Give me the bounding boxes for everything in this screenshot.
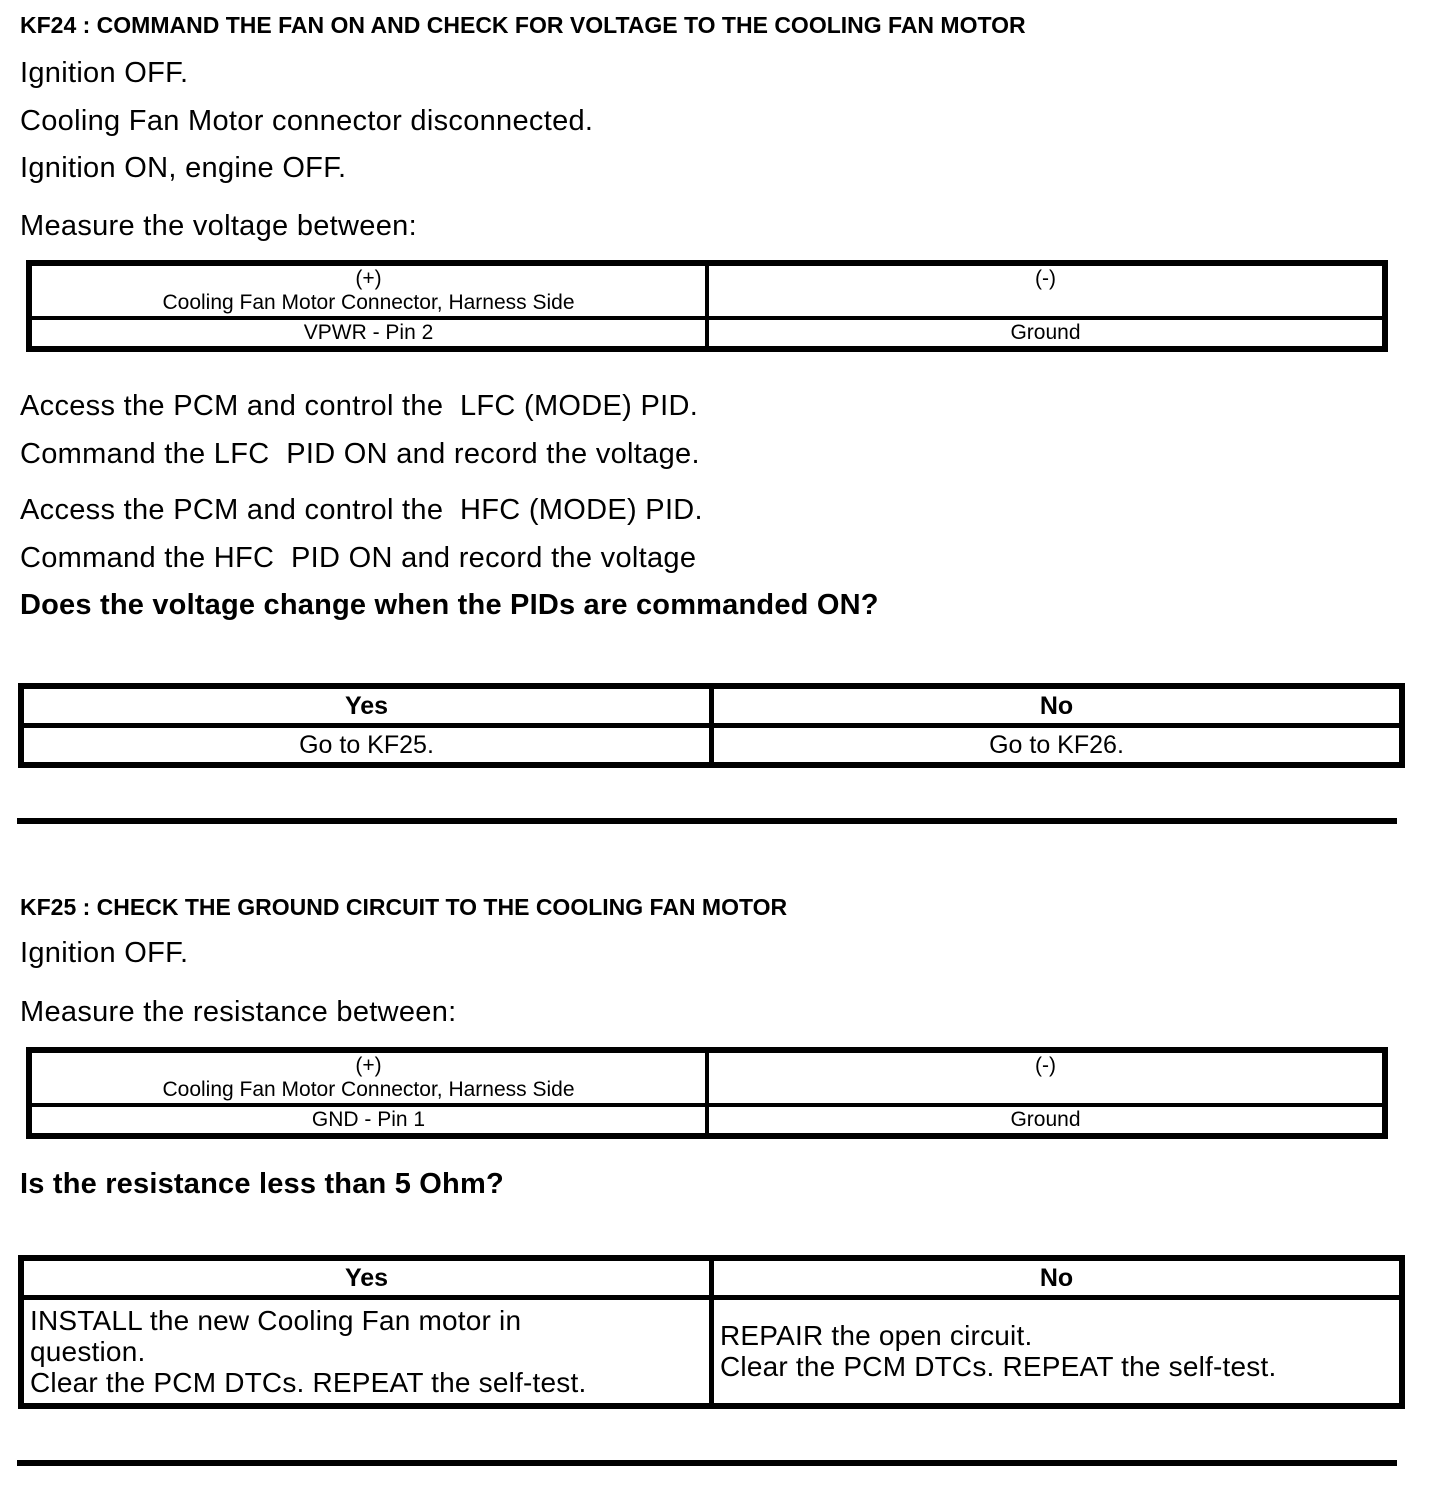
action-line: Clear the PCM DTCs. REPEAT the self-test. <box>720 1351 1277 1383</box>
section-kf25-heading: KF25 : CHECK THE GROUND CIRCUIT TO THE COOLING FAN MOTOR <box>20 894 788 920</box>
step-command-hfc-on: Command the HFC PID ON and record the voltage <box>20 542 697 574</box>
step-access-pcm-lfc: Access the PCM and control the LFC (MODE) PID. <box>20 390 699 422</box>
step-connector-disconnected: Cooling Fan Motor connector disconnected. <box>20 105 594 137</box>
voltage-measurement-table <box>26 260 1388 352</box>
negative-pin-cell: Ground <box>707 1105 1385 1136</box>
table-row <box>29 318 1385 349</box>
negative-lead-header-cell <box>707 1050 1385 1105</box>
section-kf24-heading: KF24 : COMMAND THE FAN ON AND CHECK FOR VOLTAGE TO THE COOLING FAN MOTOR <box>20 12 1026 38</box>
step-measure-resistance: Measure the resistance between: <box>20 996 457 1028</box>
resistance-measurement-table <box>26 1047 1388 1139</box>
step-ignition-off: Ignition OFF. <box>20 57 189 89</box>
table-row <box>29 263 1385 318</box>
yes-column-header: Yes <box>21 686 712 726</box>
section-kf25 <box>20 894 1420 1466</box>
action-line: Clear the PCM DTCs. REPEAT the self-test. <box>30 1366 587 1398</box>
positive-pin-cell: VPWR - Pin 2 <box>29 318 707 349</box>
positive-lead-header-cell <box>29 263 707 318</box>
positive-lead-header-cell <box>29 1050 707 1105</box>
table-row <box>29 1105 1385 1136</box>
negative-pin-cell: Ground <box>707 318 1385 349</box>
section-divider-rule <box>17 1460 1397 1466</box>
no-column-header: No <box>712 1258 1403 1298</box>
positive-connector-label: Cooling Fan Motor Connector, Harness Side <box>162 291 575 314</box>
yes-no-decision-table <box>18 1255 1405 1409</box>
yes-no-decision-table <box>18 683 1405 768</box>
section-kf24 <box>20 12 1420 824</box>
step-ignition-off: Ignition OFF. <box>20 937 189 969</box>
table-row <box>21 1258 1402 1298</box>
positive-symbol: (+) <box>355 267 382 290</box>
no-column-header: No <box>712 686 1403 726</box>
table-row <box>21 1298 1402 1406</box>
yes-action-cell <box>21 1298 712 1406</box>
decision-question: Does the voltage change when the PIDs are commanded ON? <box>20 589 879 621</box>
yes-column-header: Yes <box>21 1258 712 1298</box>
step-access-pcm-hfc: Access the PCM and control the HFC (MODE) PID. <box>20 494 703 526</box>
yes-action-cell: Go to KF25. <box>21 726 712 766</box>
table-row <box>21 726 1402 766</box>
positive-connector-label: Cooling Fan Motor Connector, Harness Side <box>162 1078 575 1101</box>
step-command-lfc-on: Command the LFC PID ON and record the voltage. <box>20 438 700 470</box>
section-divider-rule <box>17 818 1397 824</box>
negative-lead-header-cell <box>707 263 1385 318</box>
negative-symbol: (-) <box>1035 267 1056 290</box>
positive-symbol: (+) <box>355 1054 382 1077</box>
table-row <box>29 1050 1385 1105</box>
table-row <box>21 686 1402 726</box>
step-measure-voltage: Measure the voltage between: <box>20 210 417 242</box>
positive-pin-cell: GND - Pin 1 <box>29 1105 707 1136</box>
action-line: INSTALL the new Cooling Fan motor in <box>30 1304 522 1336</box>
decision-question: Is the resistance less than 5 Ohm? <box>20 1168 504 1200</box>
negative-symbol: (-) <box>1035 1054 1056 1077</box>
no-action-cell <box>712 1298 1403 1406</box>
no-action-cell: Go to KF26. <box>712 726 1403 766</box>
action-line: question. <box>30 1335 146 1367</box>
step-ignition-on-engine-off: Ignition ON, engine OFF. <box>20 152 347 184</box>
action-line: REPAIR the open circuit. <box>720 1320 1033 1352</box>
